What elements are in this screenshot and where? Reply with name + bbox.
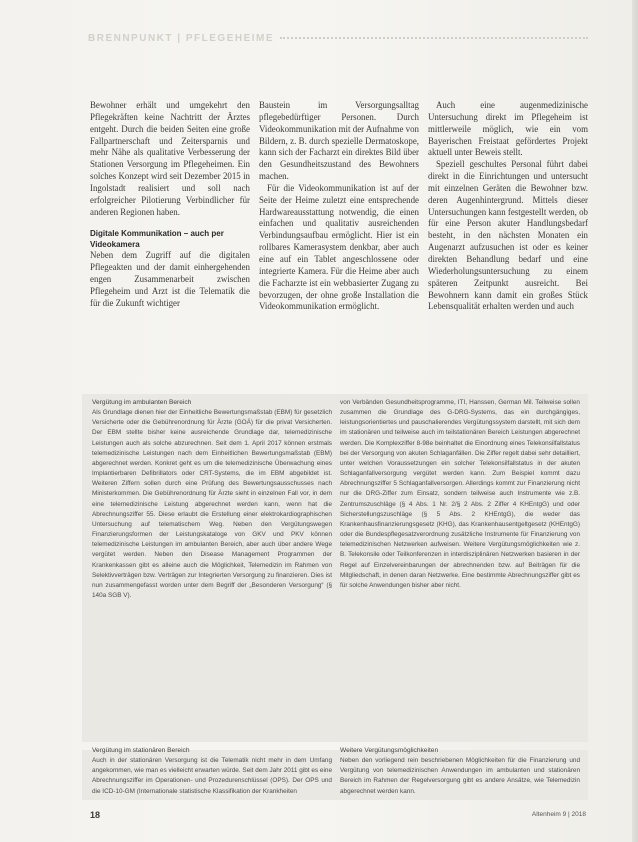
column-1-paragraph-1: Bewohner erhält und umgekehrt den Pflegekräften keine Nachtritt der Ärztes entgeht. Durch die beiden Seiten eine große Fallpartnerschaft und Zeitersparnis und mehr Nähe als qualitative Verbesserung der Stationen Versorgung im Pflegeheimen. Ein solches Konzept wird seit Dezember 2015 in Ingolstadt realisiert und soll nach erfolgreicher Pilotierung Verbindlicher für anderen Regionen haben. [90,100,250,217]
box-2-right-heading: Weitere Vergütungsmöglichkeiten [340,747,439,754]
column-1-paragraph-2: Neben dem Zugriff auf die digitalen Pflegeakten und der damit einhergehenden engen Zusammenarbeit zwischen Pflegeheim und Arzt ist die Telematik die für die Zukunft wichtiger [90,250,250,308]
column-1-subheading: Digitale Kommunikation – auch per Videokamera [90,229,224,250]
box-1-left-column [92,398,332,601]
column-2-paragraph-2: Für die Videokommunikation ist auf der Seite der Heime zuletzt eine entsprechende Hardwareausstattung notwendig, die einen einfachen und qualitativ ausreichenden Verbindungsaufbau ermöglicht. Hier ist ein rollbares Kamerasystem denkbar, aber auch eine auf ein Tablet angeschlossene oder integrierte Kamera. Für die Heime aber auch die Facharzte ist ein webbasierter Zugang zu bevorzugen, der ohne große Installation die Videokommunikation ermöglicht. [259,182,419,312]
column-2-paragraph-1: Baustein im Versorgungsalltag pflegebedürftiger Personen. Durch Videokommunikation mit der Aufnahme von Bildern, z. B. durch spezielle Dermatoskope, kann sich der Facharzt ein direktes Bild über den Gesundheitszustand des Bewohners machen. [259,100,419,182]
box-2-right-column [340,746,580,797]
column-3-paragraph-1: Auch eine augenmedizinische Untersuchung direkt im Pflegeheim ist mittlerweile möglich, wie ein vom Bayerischen Freistaat gefördertes Projekt aktuell unter Beweis stellt. [428,100,588,158]
page-edge-shadow [632,0,638,842]
magazine-issue: Altenheim 9 | 2018 [531,811,586,818]
section-title: BRENNPUNKT | PFLEGEHEIME [88,32,275,44]
header-dotted-rule [280,37,588,39]
box-2-left-column [92,746,332,797]
page-number: 18 [90,810,101,820]
box-1-left-heading: Vergütung im ambulanten Bereich [92,399,192,406]
section-header [88,30,588,46]
box-2-right-text: Neben den vorliegend rein beschriebenen Möglichkeiten für die Finanzierung und Vergütung von telemedizinischen Anwendungen im ambulanten und stationären Bereich im Rahmen der Regelversorgung gibt es andere Ansätze, wie Telemedizin abgerechnet werden kann. [340,757,580,795]
box-1-right-column [340,398,580,591]
article-column-3 [428,100,588,313]
box-2-left-text: Auch in der stationären Versorgung ist die Telematik nicht mehr in dem Umfang angekommen, wie man es vielleicht erwarten würde. Seit dem Jahr 2011 gibt es eine Abrechnungsziffer im Operationen- und Prozedurenschlüssel (OPS). Der OPS und die ICD-10-GM (Internationale statistische Klassifikation der Krankheiten [92,757,332,795]
box-1-left-text: Als Grundlage dienen hier der Einheitliche Bewertungsmaßstab (EBM) für gesetzlich Versicherte oder die Gebührenordnung für Ärzte (GOÄ) für die privat Versicherten. Der EBM stellte bisher keine ausreichende Grundlage dar, telemedizinische Leistungen auch als solche abzurechnen. Seit dem 1. April 2017 können erstmals telemedizinische Leistungen nach dem Einheitlichen Bewertungsmaßstab (EBM) abgerechnet werden. Konkret geht es um die telemedizinische Überwachung eines Implantierbaren Defibrillators oder CRT-Systems, die im EBM abgebildet ist. Weiteren Ziffern sollen durch eine Prüfung des Bewertungsausschusses nach Ministerkommen. Die Gebührenordnung für Ärzte sieht in einzelnen Fall vor, in dem eine telemedizinische Leistung abgerechnet werden kann, wenn hat die Abrechnungsziffer 55. Diese erlaubt die Erstellung einer elektrokardiographischen Untersuchung auf telematischem Weg. Neben den Vergütungswegen Finanzierungsformen der Leistungskataloge von GKV und PKV können telemedizinische Leistungen im ambulanten Bereich, aber auch über andere Wege vergütet werden. Neben den Disease Management Programmen der Krankenkassen gibt es alleine auch die Möglichkeit, Telemedizin im Rahmen von Selektivverträgen bzw. Verträgen zur Integrierten Versorgung zu finanzieren. Dies ist nun zusammengefasst worden unter dem Begriff der „Besonderen Versorgung“ (§ 140a SGB V). [92,409,332,599]
info-box-inpatient [82,747,588,800]
box-2-left-heading: Vergütung im stationären Bereich [92,747,190,754]
column-3-paragraph-2: Speziell geschultes Personal führt dabei direkt in die Einrichtungen und untersucht mit einzelnen Geräten die Bewohner bzw. deren Augenhintergrund. Mittels dieser Untersuchungen kann festgestellt werden, ob für eine Person akuter Handlungsbedarf besteht, in den nächsten Monaten ein Augenarzt aufzusuchen ist oder es keiner direkten Behandlung bedarf und eine Wiederholungsuntersuchung zu einem späteren Zeitpunkt ausreicht. Bei Bewohnern kann damit ein großes Stück Lebensqualität erhalten werden und auch [428,159,588,312]
info-box-reimbursement [82,394,588,742]
article-column-2 [259,100,419,313]
article-column-1 [90,100,250,310]
box-1-right-text: von Verbänden Gesundheitsprogramme, ITI, Hanssen, German Mil. Teilweise sollen zusammen die Grundlage des G-DRG-Systems, das ein durchgängiges, leistungsorientiertes und pauschalierendes Vergütungssystem darstellt, mit sich dem im stationären und teilweise auch im teilstationären Bereich Leistungen abgerechnet werden. Die Komplexziffer 8-98e beinhaltet die Einordnung eines Telekonsilfallstatus bei der Versorgung von akuten Schlaganfällen. Die Ziffer regelt dabei sehr detailliert, unter welchen Voraussetzungen ein solcher Telekonsilfallstatus in der akuten Schlaganfallversorgung vergütet werden kann. Zum Beispiel kommt dazu Abrechnungsziffer 5 Schlaganfallversorgen. Allerdings kommt zur Finanzierung nicht nur die DRG-Ziffer zum Einsatz, sondern teilweise auch Instrumente wie z.B. Zentrumszuschläge (§ 4 Abs. 1 Nr. 2/§ 2 Abs. 2 Ziffer 4 KHEntgG) und oder Sicherstellungszuschläge (§ 5 Abs. 2 KHEntgG), die weder das Krankenhausfinanzierungsgesetz (KHG), das Krankenhausentgeltgesetz (KHEntgG) oder die Bundespflegesatzverordnung zusätzliche Instrumente für Finanzierung von telemedizinischen Netzwerken aufweisen. Weitere Vergütungsmöglichkeiten wie z. B. Telekonsile oder Teilkonferenzen in interdisziplinären Netzwerken basieren in der Regel auf Einzelvereinbarungen der abrechnenden bzw. auf Beiträgen für die Mitgliedschaft, in denen daran Netzwerke. Eine bestimmte Abrechnungsziffer gibt es für solche Anwendungen bisher aber nicht. [340,399,580,589]
